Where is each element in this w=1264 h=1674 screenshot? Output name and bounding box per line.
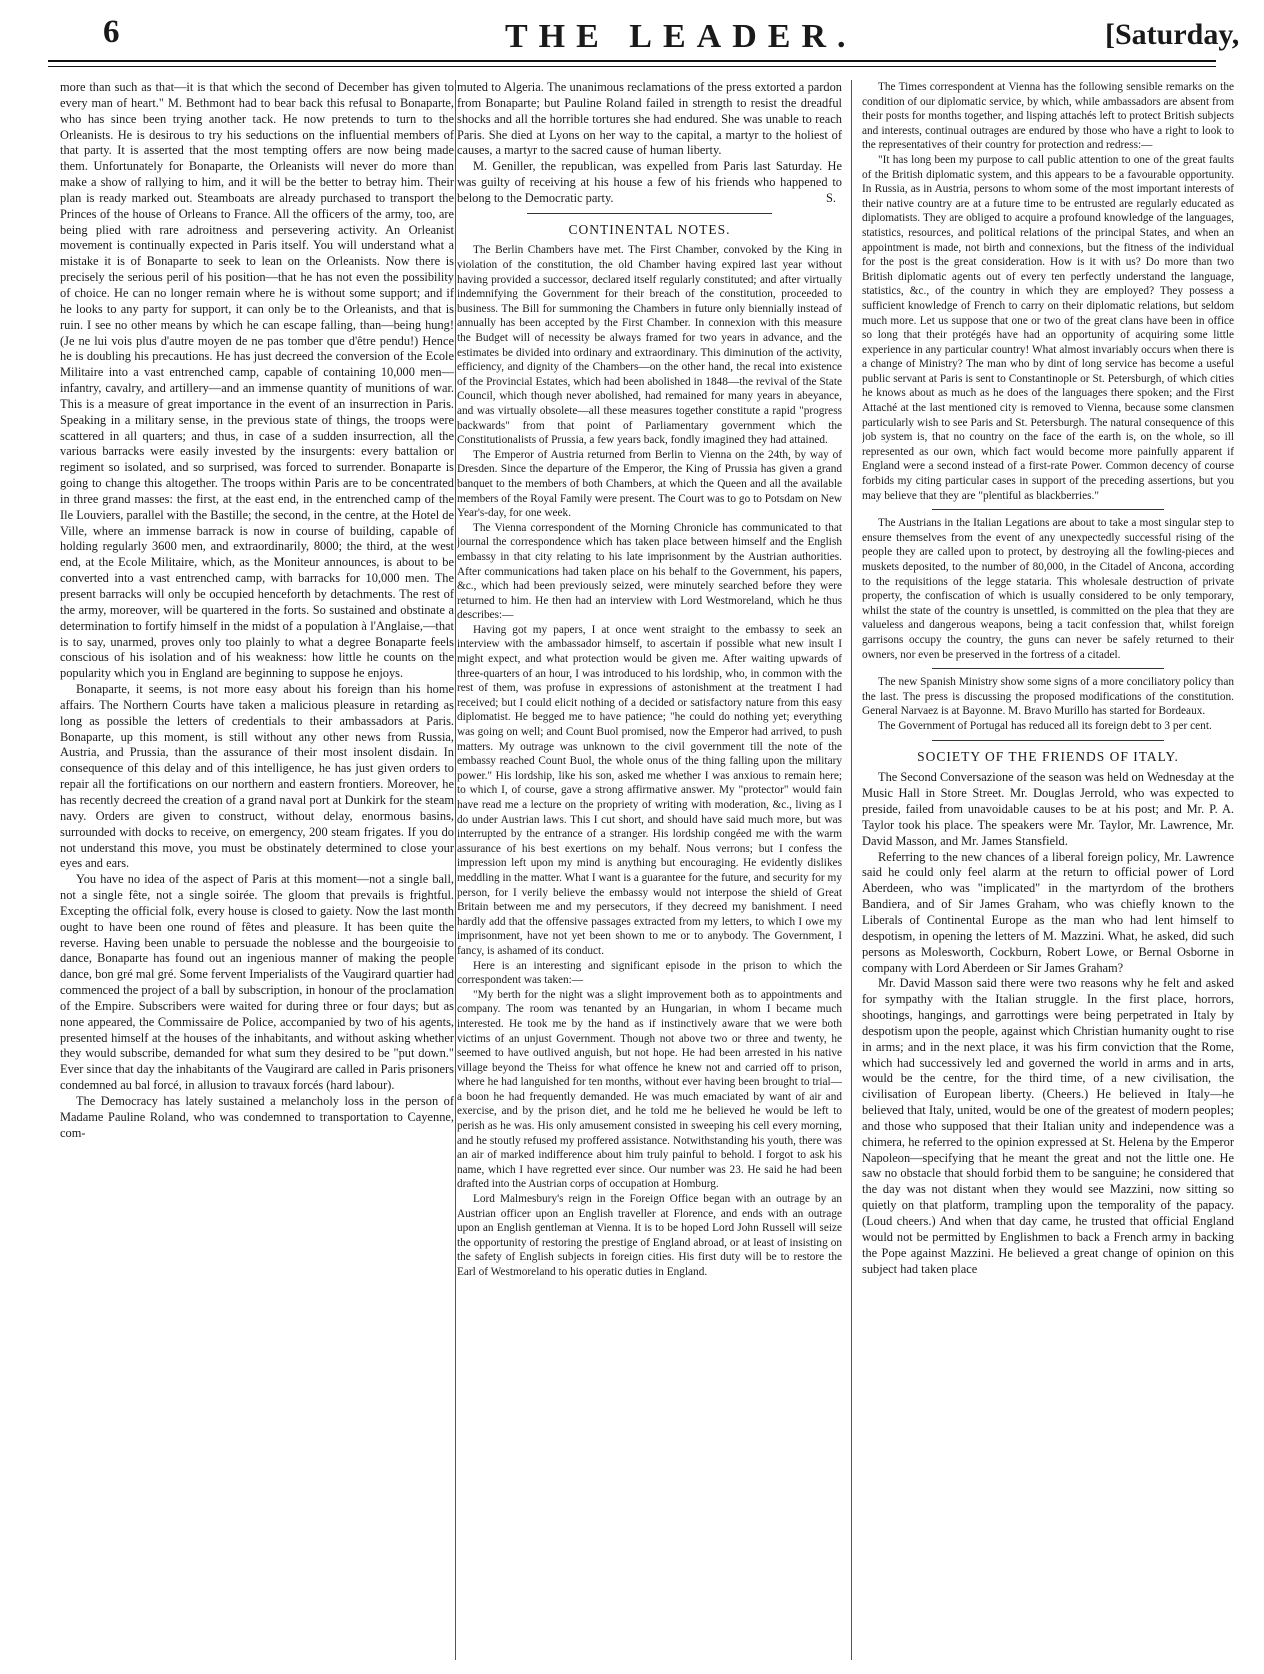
- paragraph: Lord Malmesbury's reign in the Foreign Office began with an outrage by an Austrian officer upon an English traveller at Florence, and ends with an outrage upon an English gentleman at Vienna. It is to be hoped Lord John Russell will seize the opportunity of restoring the prestige of England abroad, or at least of insisting on the safety of English subjects in foreign cities. His first duty will be to restore the Earl of Westmoreland to his operatic duties in England.: [457, 1193, 842, 1278]
- paragraph: The Austrians in the Italian Legations are about to take a most singular step to ensure themselves from the event of any unexpectedly successful rising of the people they are called upon to protect, by destroying all the fowling-pieces and muskets deposited, to the number of 80,000, in the Citadel of Ancona, according to the requisitions of the legge stataria. This wholesale destruction of private property, the confiscation of which is usually considered to be only temporary, whilst the state of the country is unsettled, is committed on the plea that they are valueless and dangerous weapons, being a tacit confession that, whilst foreign garrisons occupy the country, the guns can never be safely returned to their owners, nor even be preserved in the fortress of a citadel.: [862, 517, 1234, 661]
- page-number: 6: [103, 14, 120, 50]
- page-header: [0, 0, 1264, 60]
- column-3: [862, 80, 1234, 1660]
- section-divider: [932, 668, 1164, 669]
- column-divider: [455, 80, 456, 1660]
- paragraph: The Times correspondent at Vienna has the following sensible remarks on the condition of our diplomatic service, by which, while ambassadors are absent from their posts for months together, and lisping attachés left to protect British subjects and interests, continual outrages are endured by those who have a right to look to the representatives of their country for protection and redress:—: [862, 81, 1234, 152]
- section-heading: SOCIETY OF THE FRIENDS OF ITALY.: [917, 748, 1179, 764]
- section-divider: [932, 740, 1164, 741]
- paragraph: The Democracy has lately sustained a melancholy loss in the person of Madame Pauline Roland, who was condemned to transportation to Cayenne, com-: [60, 1094, 454, 1140]
- paragraph: You have no idea of the aspect of Paris at this moment—not a single ball, not a single fête, not a single soirée. The gloom that prevails is frightful. Excepting the official folk, every house is closed to gaiety. Now the last month ought to have been one round of fêtes and pleasure. It has been quite the reverse. Having been unable to persuade the noblesse and the bourgeoisie to dance, Bonaparte has found out an ingenious manner of making the people dance, bon gré mal gré. Some fervent Imperialists of the Vaugirard quartier had commenced the project of a ball by subscription, in honour of the proclamation of the Empire. Subscribers were waited for during three or four days; but as none appeared, the Commissaire de Police, accompanied by two of his agents, presented himself at the houses of the inhabitants, and without asking whether they would subscribe, demanded for what sum they desired to be "put down." Ever since that day the inhabitants of the Vaugirard are called in Paris prisoners condemned au bal forcé, in allusion to travaux forcés (hard labour).: [60, 872, 454, 1093]
- paragraph: M. Geniller, the republican, was expelled from Paris last Saturday. He was guilty of receiving at his house a few of his friends who happened to belong to the Democratic party.: [457, 159, 842, 205]
- paragraph: The Berlin Chambers have met. The First Chamber, convoked by the King in violation of the constitution, the old Chamber having expired last year without having provided a successor, declared itself regularly constituted; and after virtually indemnifying the Government for their breach of the constitution, proceeded to business. The Bill for summoning the Chambers in future only biennially instead of annually has been accepted by the First Chamber. In connexion with this measure the Budget will of necessity be always framed for two years in advance, and the estimates be divided into ordinary and extraordinary. This diminution of the activity, efficiency, and dignity of the Chambers—on the other hand, the recal into existence of the Provincial Estates, which had been abolished in 1848—the revival of the State Council, which though never abolished, had remained for many years in abeyance, and was virtually obsolete—all these measures together constitute a rapid "progress backwards" from that point of Parliamentary government which the Constitutionalists of Prussia, a few years back, fondly imagined they had attained.: [457, 244, 842, 447]
- column-2: [457, 80, 842, 1660]
- newspaper-title: THE LEADER.: [505, 18, 857, 55]
- section-divider: [527, 213, 772, 214]
- column-divider: [851, 80, 852, 1660]
- quoted-paragraph: "It has long been my purpose to call public attention to one of the great faults of the British diplomatic system, and this appears to be a favourable opportunity. In Russia, as in Austria, persons to whom some of the most important interests of their native country are at a future time to be entrusted are regularly educated as diplomatists. They are obliged to acquire a profound knowledge of the languages, statistics, resources, and political relations of the principal States, and when an appointment is made, not birth and connexions, but the fitness of the individual for the post is the great consideration. How is it with us? Do more than two British diplomatic agents out of every ten perfectly understand the language, statistics, &c., of the country in which they are employed? They possess a sufficient knowledge of French to carry on their diplomatic relations, but seldom much more. Let us suppose that one or two of the great clans have been in office so long that their protégés have had an opportunity of acquiring some little experience in any particular country! What almost invariably occurs when there is a change of Ministry? The man who by dint of long service has become a useful public servant at Paris is sent to Constantinople or St. Petersburgh, of which cities he knows about as much as he does of the languages there spoken; and the First Attaché at the last mentioned city is removed to Vienna, because some clansmen particularly wish to see Paris and St. Petersburgh. The natural consequence of this job system is, that no country on the face of the earth is, on the whole, so ill represented as our own, which fact would become more painfully apparent if England were a second instead of a first-rate Power. Common decency of course forbids my citing particular cases in support of the preceding assertions, but you may believe that they are "plentiful as blackberries.": [862, 153, 1234, 502]
- section-heading: CONTINENTAL NOTES.: [568, 221, 731, 237]
- paragraph: The new Spanish Ministry show some signs of a more conciliatory policy than the last. The press is discussing the proposed modifications of the constitution. General Narvaez is at Bayonne. M. Bravo Murillo has started for Bordeaux.: [862, 676, 1234, 718]
- header-rule: [48, 60, 1216, 62]
- paragraph: Mr. David Masson said there were two reasons why he felt and asked for sympathy with the Italian struggle. In the first place, horrors, shootings, hangings, and garrottings were being perpetrated in Italy by despotism upon the people, against which Christian humanity ought to rise in arms; and in the next place, it was his firm conviction that the Rome, which had successively led and governed the world in arms and in arts, would be the centre, for the third time, of a new civilisation, the civilisation of European liberty. (Cheers.) He believed in Italy—he believed that Italy, united, would be one of the greatest of modern peoples; and those who supposed that their Italian unity and independence was a chimera, he referred to the opinion expressed at St. Helena by the Emperor Napoleon—specifying that he meant the great and not the little one. He saw no obstacle that should forbid them to be sanguine; he considered that the day was not distant when they would see Mazzini, now sitting so quietly on that platform, trampling upon the temporality of the papacy. (Loud cheers.) And when that day came, he trusted that official England would not be permitted by Englishmen to back a French army in backing the Pope against Mazzini. He believed a great change of opinion on this subject had taken place: [862, 976, 1234, 1276]
- paragraph: Referring to the new chances of a liberal foreign policy, Mr. Lawrence said he could only feel alarm at the return to official power of Lord Aberdeen, who was "implicated" in the martyrdom of the brothers Bandiera, and of Sir James Graham, who was chiefly known to the Liberals of Continental Europe as the man who had lent himself to despotism, in opening the letters of M. Mazzini. What, he asked, did such persons as Molesworth, Cockburn, Robert Lowe, or Bernal Osborne in company with Lord Aberdeen or Sir James Graham?: [862, 849, 1234, 975]
- paragraph: The Emperor of Austria returned from Berlin to Vienna on the 24th, by way of Dresden. Since the departure of the Emperor, the King of Prussia has given a grand banquet to the members of both Chambers, at which the Queen and all the available members of the Royal Family were present. The Court was to go to Potsdam on New Year's-day, for one week.: [457, 448, 842, 520]
- quoted-paragraph: Having got my papers, I at once went straight to the embassy to seek an interview with the ambassador himself, to ascertain if possible what new insult I might expect, and what protection would be given me. After waiting upwards of three-quarters of an hour, I was introduced to his lordship, who, in common with the rest of them, was profuse in expressions of astonishment at the treatment I had received; but I could elicit nothing of a decided or satisfactory nature from this easy diplomatist. He begged me to have patience; "he could do nothing yet; everything was going on well; and Count Buol promised, now the Emperor had arrived, to push matters. My outrage was unknown to the civil government till the note of the embassy reached Count Buol, the whole onus of the thing falling upon the military power." His lordship, like his son, asked me whether I was anxious to remain here; to which I, of course, gave a strong affirmative answer. My "protector" would fain have read me a lecture on the propriety of writing with moderation, &c., living as I do under Austrian laws. This I cut short, and should have said much more, but was interrupted by the entrance of a stranger. His lordship congéed me with the warm assurance of his best exertions on my behalf. Nous verrons; but I confess the impression left upon my mind is anything but encouraging. He evidently dislikes meddling in the matter. What I want is a guarantee for the future, and security for my person, for I verily believe the embassy would not interpose the shield of Great Britain between me and my persecutors, if they decreed my banishment. I need hardly add that the offensive passages extracted from my letters, to which I owe my imprisonment, have not yet been shown to me or to anybody. The Government, I fancy, is ashamed of its conduct.: [457, 623, 842, 957]
- signature: S.: [826, 190, 836, 205]
- paragraph: The Government of Portugal has reduced all its foreign debt to 3 per cent.: [878, 719, 1212, 732]
- header-rule-thin: [48, 66, 1216, 67]
- section-divider: [932, 509, 1164, 510]
- paragraph: The Vienna correspondent of the Morning Chronicle has communicated to that journal the correspondence which has taken place between himself and the English embassy in that city relating to his late imprisonment by the Austrian authorities. After communications had taken place on his behalf to the Government, his papers, &c., which had been previously seized, were minutely searched before they were returned to him. He then had an interview with Lord Westmoreland, which he thus describes:—: [457, 521, 842, 622]
- paragraph: muted to Algeria. The unanimous reclamations of the press extorted a pardon from Bonaparte; but Pauline Roland failed in strength to resist the dreadful shocks and all the horrible tortures she had endured. She was unable to reach Paris. She died at Lyons on her way to the capital, a martyr to the holiest of causes, a martyr to the sacred cause of human liberty.: [457, 80, 842, 158]
- paragraph: Bonaparte, it seems, is not more easy about his foreign than his home affairs. The Northern Courts have taken a malicious pleasure in retarding as long as possible the letters of credentials to their ambassadors at Paris. Bonaparte, up this moment, is still without any other news from Russia, Austria, and Prussia, than the assurance of their most insolent disdain. In consequence of this delay and of this intelligence, he has just given orders to repair all the fortifications on our northern and eastern frontiers. Moreover, he has recently decreed the creation of a grand naval port at Dunkirk for the steam navy. Orders are given to construct, without delay, enormous basins, surrounded with docks to receive, on emergency, 200 steam frigates. If you do not understand this move, you must be obstinately determined to close your eyes and ears.: [60, 682, 454, 871]
- issue-day: [Saturday,: [1105, 18, 1240, 51]
- quoted-paragraph: "My berth for the night was a slight improvement both as to appointments and company. The room was tenanted by an Hungarian, in whom I became much interested. He took me by the hand as if instinctively aware that we were both victims of an unjust Government. Though not above two or three and twenty, he seemed to have outlived anguish, but not hope. He had been arrested in his native village beyond the Theiss for what offence he knew not and carried off to prison, where he had languished for ten months, without ever having been brought to trial—a boon he had frequently demanded. He was much emaciated by want of air and exercise, and by the prison diet, and he told me he believed he would be left to perish as he was. His only amusement consisted in sweeping his cell every morning, and he stoutly refused my proffered assistance. Notwithstanding his youth, there was an air of marked indifference about him truly painful to behold. I forgot to ask his name, which I have regretted ever since. Our number was 23. He said he had been drafted into the Austrian corps of occupation at Homburg.: [457, 988, 842, 1191]
- paragraph: Here is an interesting and significant episode in the prison to which the correspondent was taken:—: [457, 959, 842, 987]
- paragraph: The Second Conversazione of the season was held on Wednesday at the Music Hall in Store Street. Mr. Douglas Jerrold, who was expected to preside, failed from unavoidable causes to be at his post; and Mr. P. A. Taylor took his place. The speakers were Mr. Taylor, Mr. Lawrence, Mr. David Masson, and Mr. James Stansfield.: [862, 770, 1234, 848]
- column-1: [60, 80, 454, 1660]
- paragraph: more than such as that—it is that which the second of December has given to every man of heart." M. Bethmont had to bear back this refusal to Bonaparte, who has since been trying another tack. He now pretends to turn to the Orleanists. He is desirous to try his seductions on the influential members of that party. It is asserted that the most tempting offers are now being made them. Unfortunately for Bonaparte, the Orleanists will never do more than make a show of rallying to him, and it will be the better to betray him. Their plan is ready marked out. Steamboats are already purchased to transport the Princes of the house of Orleans to France. All the officers of the army, too, are being plied with rare adroitness and persevering activity. An Orleanist movement is continually expected in Paris itself. You will understand what a mistake it is of Bonaparte to seek to lean on the Orleanists. Now there is precisely the serious peril of his position—that he has not even the possibility of choice. He can no longer remain where he is without some support; and if he looks to any party for support, it can only be to the Orleanists, and that is ruin. I see no other means by which he can escape falling, than—being hung! (Je ne lui vois plus d'autre moyen de ne pas tomber que d'être pendu!) Hence he is doubling his precautions. He has just decreed the conversion of the Ecole Militaire into a vast entrenched camp, capable of containing 10,000 men—infantry, cavalry, and artillery—and an immense quantity of munitions of war. This is a measure of great importance in the event of an insurrection in Paris. Speaking in a military sense, in the previous state of things, the troops were scattered in all quarters; and thus, in case of a sudden insurrection, all the various barracks were easily invested by the insurgents: every battalion or regiment so isolated, and so surprised, was forced to surrender. Bonaparte is going to change this altogether. The troops within Paris are to be concentrated in three grand masses: the first, at the east end, in the entrenched camp of the Ile Louviers, parallel with the Bastille; the second, in the centre, at the Hotel de Ville, where an immense barrack is now in course of building, capable of holding regularly 3600 men, and extraordinarily, 8000; the third, at the west end, at the Ecole Militaire, which, as the Moniteur announces, is about to be converted into a vast entrenched camp, with barracks for 10,000 men. The present barracks will only be occupied henceforth by detachments. The rest of the army, moreover, will be quartered in the forts. So sustained and obstinate a determination to fortify himself in the midst of a population à l'Anglaise,—that is to say, unarmed, proves only too plainly to what a degree Bonaparte feels conscious of his isolation and of his weakness: how little he counts on the popularity which you in England are beginning to suppose he enjoys.: [60, 80, 454, 681]
